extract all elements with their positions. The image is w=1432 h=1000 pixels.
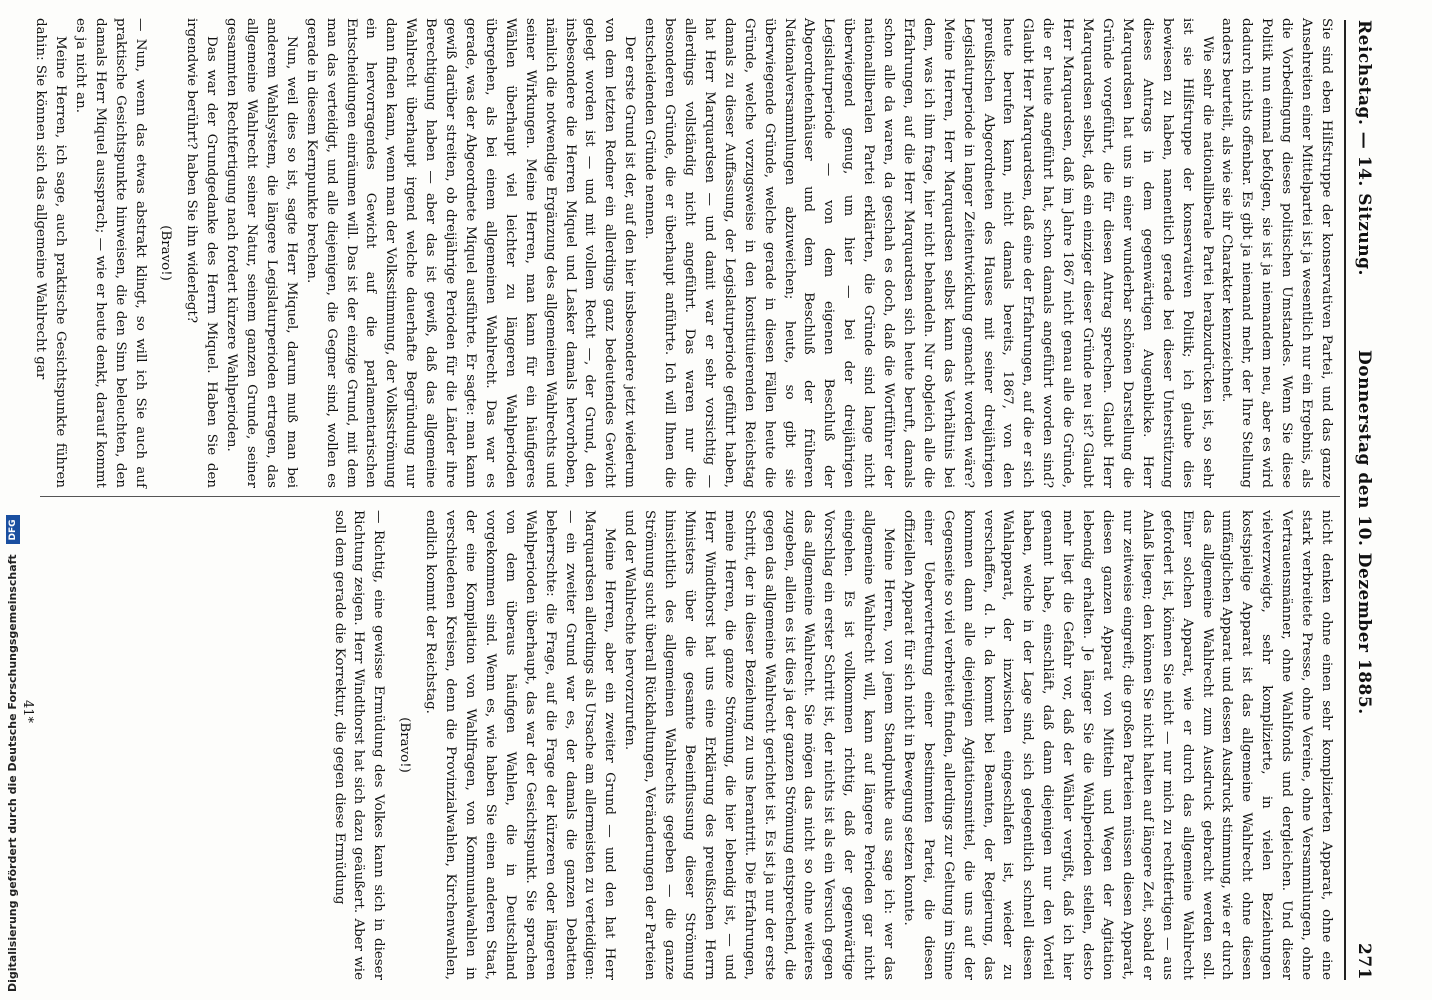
header-date: Donnerstag den 10. Dezember 1885. bbox=[1354, 350, 1374, 715]
paragraph: Wie sehr die nationalliberale Partei herabzudrücken ist, so sehr ist sie Hilfstruppe der konservativen Politik; ich glaube dies bewiesen zu haben, namentlich gerade bei dieser Unterstützung dieses Antrags in dem gegenwärtigen Augenblicke. Herr Marquardsen hat uns in einer wunderbar schönen Darstellung die Gründe vorgeführt, die für diesen Antrag sprechen. Glaubt Herr Marquardsen selbst, daß ein einziger dieser Gründe neu ist? Glaubt Herr Marquardsen, daß im Jahre 1867 nicht genau alle die Gründe, die er heute angeführt hat, schon damals angeführt worden sind? Glaubt Herr Marquardsen, daß eine der Erfahrungen, auf die er sich heute berufen kann, nicht damals bereits, 1867, von den preußischen Abgeordneten des Hauses mit seiner dreijährigen Legislaturperiode in langer Zeitentwicklung gemacht worden wäre? Meine Herren, Herr Marquardsen selbst kann das Verhältnis bei dem, was ich ihm frage, hier nicht behandeln. Nur obgleich alle die Erfahrungen, auf die Herr Marquardsen sich heute beruft, damals schon alle da waren, da geschah es doch, daß die Wortführer der nationalliberalen Partei erklärten, die Gründe sind lange nicht überwiegend genug, um hier — bei der dreijährigen Legislaturperiode — von dem eigenen Beschluß der Abgeordnetenhäuser und dem Beschluß der früheren Nationalversammlungen abzuweichen; heute, so gibt sie überwiegende Gründe, welche gerade in diesen Fällen heute die Gründe, welche vorzugsweise in den konstituierenden Reichstag damals zu dieser Auffassung, der Legislaturperiode geführt haben, hat Herr Marquardsen — und damit war er sehr vorsichtig — allerdings vollständig nicht angeführt. Das waren nur die besonderen Gründe, die er überhaupt anführte. Ich will Ihnen die entscheidenden Gründe nennen. bbox=[642, 18, 1215, 488]
left-column bbox=[33, 18, 1336, 488]
header-left: Reichstag. — 14. Sitzung. bbox=[1354, 20, 1374, 276]
paragraph: Meine Herren, von jenem Standpunkte aus sage ich: wer das allgemeine Wahlrecht will, kann auf längere Perioden gar nicht eingehen. Es ist vollkommen richtig, daß der gegenwärtige Vorschlag ein erster Schritt ist, der nichts ist als ein Versuch gegen das allgemeine Wahlrecht. Sie mögen das nicht so ohne weiteres zugeben, allein es ist dies ja der ganzen Strömung entsprechend, die gegen das allgemeine Wahlrecht gerichtet ist. Es ist ja nur der erste Schritt, der in dieser Beziehung zu uns herantritt. Die Erfahrungen, meine Herren, die ganze Strömung, die hier lebendig ist, — und Herr Windthorst hat uns eine Erklärung des preußischen Herrn Ministers über die gesamte Beeinflussung dieser Strömung hinsichtlich des allgemeinen Wahlrechts gegeben — die ganze Strömung sucht überall Rückhaltungen, Veränderungen der Parteien und der Wahlrechte hervorzurufen. bbox=[622, 510, 897, 980]
digitization-credit bbox=[2, 0, 24, 1000]
paragraph: nicht denken ohne einen sehr komplizierten Apparat, ohne eine stark verbreitete Presse, ohne Vereine, ohne Versammlungen, ohne Vertrauensmänner, ohne Wahlfonds und dergleichen. Und dieser vielverzweigte, sehr komplizierte, in vielen Beziehungen kostspielige Apparat ist das allgemeine Wahlrecht ohne diesen umfänglichen Apparat und dessen Ausdruck stimmung, wie er durch das allgemeine Wahlrecht zum Ausdruck gebracht werden soll. Einer solchen Apparat, wie er durch das allgemeine Wahlrecht gefordert ist, können Sie nicht — nur mich zu rechtfertigen — aus Anlaß liegen; den können Sie nicht halten auf längere Zeit, sobald er nur zeitweise eingreift; die großen Parteien müssen diesen Apparat, diesen ganzen Apparat von Mitteln und Wegen der Agitation lebendig erhalten. Je länger Sie die Wahlperioden stellen, desto mehr liegt die Gefahr vor, daß der Wähler vergißt, daß ich hier genannt habe, einschläft, daß dann diejenigen nur den Vorteil haben, welche in der Lage sind, sich gelegentlich schnell diesen Wahlapparat, der inzwischen eingeschlafen ist, wieder zu verschaffen, d. h. da kommt bei Beamten, der Regierung, das kommen dann alle diejenigen Agitationsmittel, die uns auf der Gegenseite so viel verbreitet finden, allerdings zur Geltung im Sinne einer Uebervertretung einer bestimmten Partei, die diesen offiziellen Apparat für sich nicht in Bewegung setzen konnte. bbox=[900, 510, 1334, 980]
footer-signature: 41* bbox=[20, 700, 35, 724]
column-divider bbox=[40, 496, 1340, 497]
credit-text: Digitalisierung gefördert durch die Deutsche Forschungsgemeinschaft bbox=[6, 554, 19, 992]
page-header bbox=[1348, 20, 1374, 980]
interjection: (Bravo!) bbox=[158, 225, 174, 281]
paragraph: — Nun, wenn das etwas abstrakt klingt, so will ich Sie auch auf praktische Gesichtspunkte hinweisen, die den Sinn beleuchten, den damals Herr Miquel aussprach; — wie er heute denkt, darauf kommt es ja nicht an. bbox=[72, 18, 148, 488]
paragraph: Das war der Grundgedanke des Herrn Miquel. Haben Sie den irgendwie berührt? haben Sie ihn widerlegt? bbox=[184, 18, 220, 488]
paragraph: Meine Herren, aber ein zweiter Grund — und den hat Herr Marquardsen allerdings als Ursache am allermeisten zu verteidigen: — ein zweiter Grund war es, der damals die ganzen Debatten beherrschte: die Frage, auf die Frage der kürzeren oder längeren Wahlperioden überhaupt, das war der Gesichtspunkt. Sie sprachen von dem überaus häufigen Wahlen, die in Deutschland vorgekommen sind. Wenn es, wie haben Sie einen anderen Staat, der eine Kompilation von Wahlfragen, von Kommunalwahlen in verschiedenen Kreisen, denn die Provinzialwahlen, Kirchenwahlen, endlich kommt der Reichstag. bbox=[423, 510, 618, 980]
paragraph: — Richtig, eine gewisse Ermüdung des Volkes kann sich in dieser Richtung zeigen. Herr Windthorst hat sich dazu geäußert. Aber wie soll dem gerade die Korrektur, die gegen diese Ermüdung bbox=[331, 510, 387, 980]
dfg-logo-icon: DFG bbox=[6, 515, 20, 544]
interjection: (Bravo!) bbox=[397, 717, 413, 773]
right-column bbox=[36, 510, 1336, 980]
paragraph: Der erste Grund ist der, auf den hier insbesondere jetzt wiederum von dem letzten Redner ein allerdings ganz bedeutendes Gewicht gelegt worden ist — und mit vollem Recht —, der Grund, den insbesondere die Herren Miquel und Lasker damals hervorhoben, nämlich die notwendige Ergänzung des allgemeinen Wahlrechts und seiner Wirkungen. Meine Herren, man kann für ein häufigeres Wählen überhaupt viel leichter zu längeren Wahlperioden übergehen, als bei einem allgemeinen Wahlrecht. Das war es gerade, was der Abgeordnete Miquel ausführte. Er sagte: man kann gewiß darüber streiten, ob dreijährige Perioden für die Länder ihre Berechtigung haben — aber das ist gewiß, daß das allgemeine Wahlrecht überhaupt irgend welche dauerhafte Begründung nur dann finden kann, wenn man der Volksstimmung, der Volksströmung ein hervorragendes Gewicht auf die parlamentarischen Entscheidungen einräumen will. Das ist der einzige Grund, mit dem man das verteidigt, und alle diejenigen, die Gegner sind, wollen es gerade in diesem Kernpunkte brechen. bbox=[303, 18, 638, 488]
paragraph: Nun, weil dies so ist, sagte Herr Miquel, darum muß man bei anderem Wahlsystem, die längere Legislaturperioden ertragen, das allgemeine Wahlrecht seiner Natur, seinem ganzen Grunde, seiner gesammten Rechtfertigung nach fordert kürzere Wahlperioden. bbox=[224, 18, 299, 488]
header-rule bbox=[1344, 20, 1346, 980]
page-number: 271 bbox=[1354, 943, 1374, 980]
paragraph: Sie sind eben Hilfstruppe der konservativen Partei, und das ganze Ansehreiten einer Mittelpartei ist ja wesentlich nur ein Ergebnis, als die Vorbedingung dieses politischen Umstandes. Wenn Sie diese Politik nun einmal befolgen, sie ist ja niemandem neu, aber es wird dadurch nichts offenbar. Es gibt ja niemand mehr, der Ihre Stellung anders beurteilt, als wie sie ihr Charakter kennzeichnet. bbox=[1219, 18, 1334, 488]
paragraph: Meine Herren, ich sage, auch praktische Gesichtspunkte führen dahin: Sie können sich das allgemeine Wahlrecht gar bbox=[33, 18, 68, 488]
